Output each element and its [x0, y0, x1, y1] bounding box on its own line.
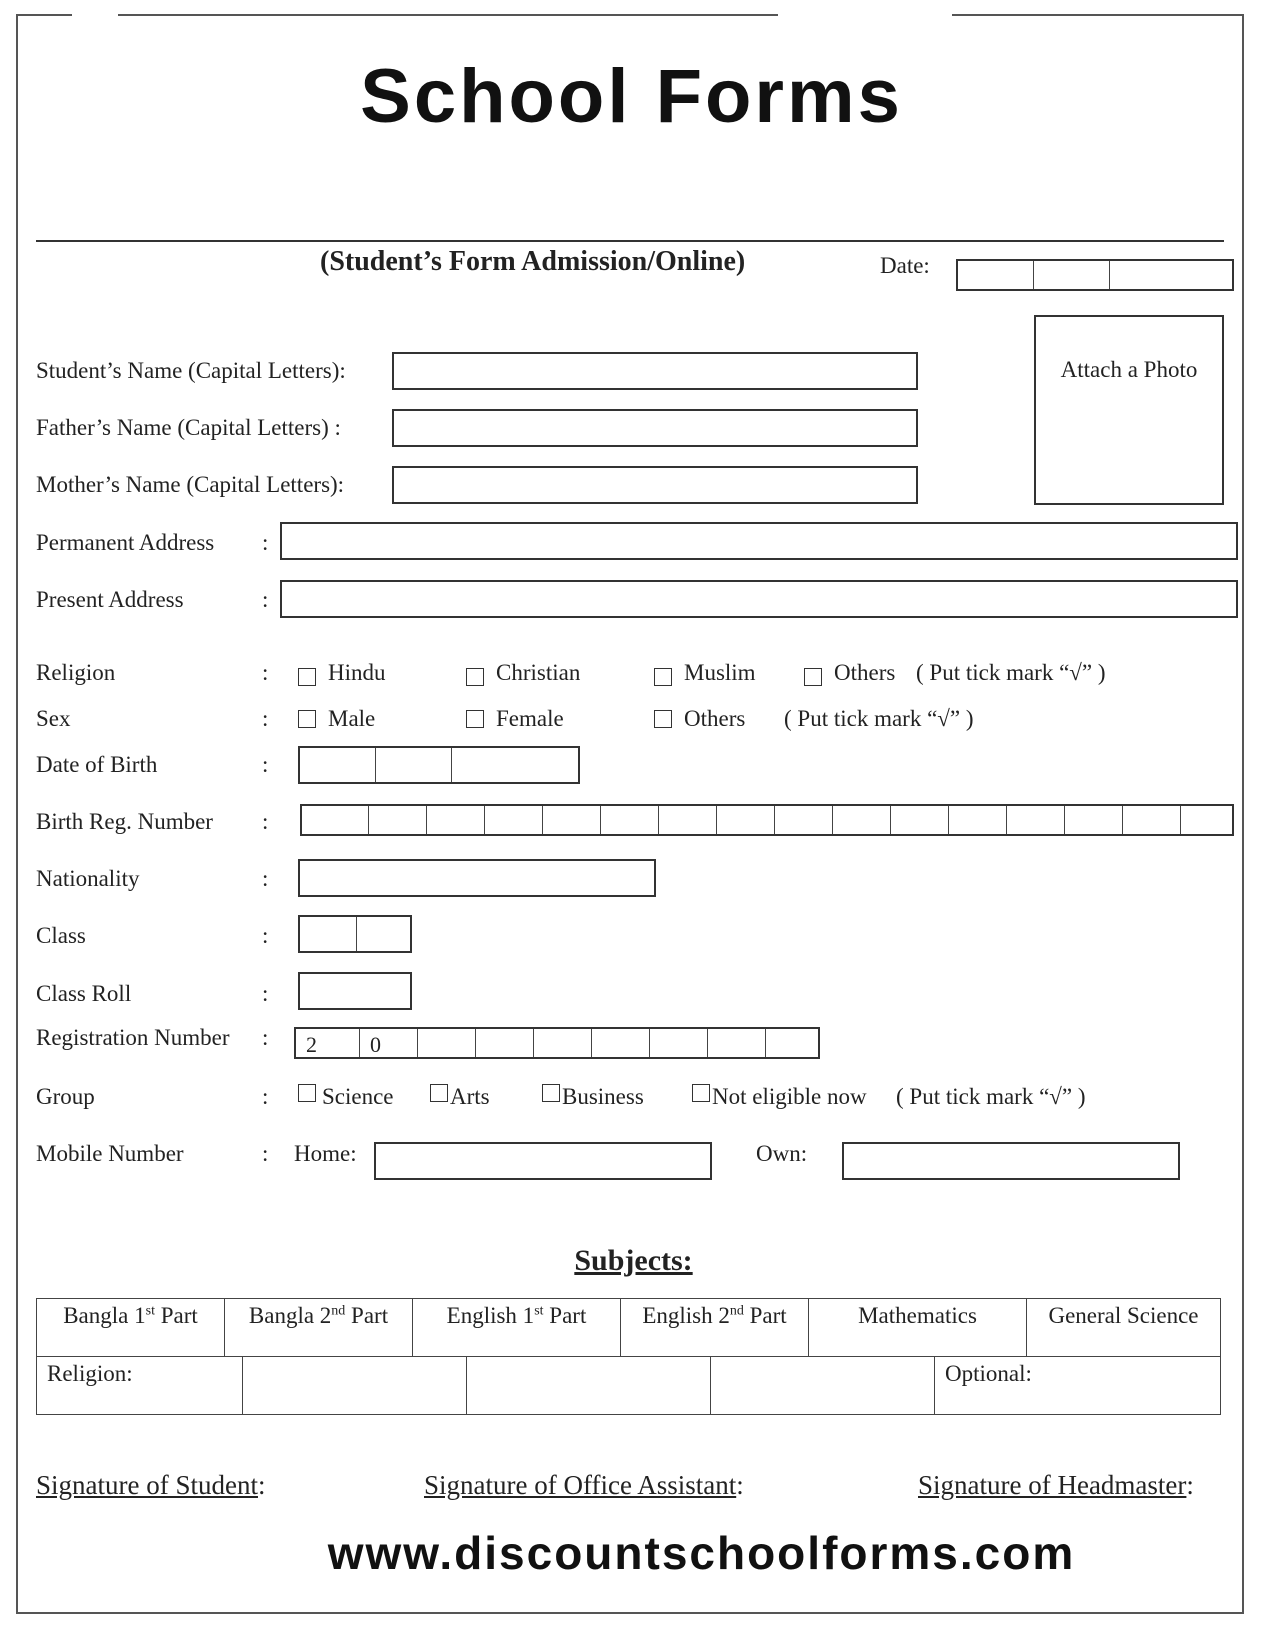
religion-option-others[interactable]: Others	[804, 659, 895, 687]
checkbox[interactable]	[466, 668, 484, 686]
checkbox[interactable]	[298, 1084, 316, 1102]
form-title: School Forms	[360, 54, 903, 139]
colon: :	[262, 706, 269, 731]
class-roll-input[interactable]	[298, 972, 412, 1010]
colon: :	[262, 587, 269, 612]
birth-reg-label: Birth Reg. Number	[36, 809, 213, 834]
present-address-label: Present Address	[36, 587, 184, 612]
checkbox[interactable]	[692, 1084, 710, 1102]
religion-subject-cell[interactable]: Religion:	[37, 1357, 243, 1415]
colon: :	[262, 752, 269, 777]
colon: :	[262, 1084, 269, 1109]
subject-cell: Bangla 2nd Part	[225, 1299, 413, 1357]
colon: :	[262, 1025, 269, 1050]
dob-label: Date of Birth	[36, 752, 158, 777]
class-roll-label: Class Roll	[36, 981, 132, 1006]
religion-option-hindu[interactable]: Hindu	[298, 659, 386, 687]
permanent-address-input[interactable]	[280, 522, 1238, 560]
website-url: www.discountschoolforms.com	[327, 1527, 1076, 1579]
checkbox[interactable]	[654, 710, 672, 728]
frame-top-edge	[952, 14, 1244, 16]
registration-field[interactable]	[294, 1027, 820, 1059]
sex-option-male[interactable]: Male	[298, 705, 375, 733]
sex-tick-note: ( Put tick mark “√” )	[784, 706, 974, 731]
class-field[interactable]	[298, 915, 412, 953]
dob-field[interactable]	[298, 746, 580, 784]
subject-cell: English 1st Part	[413, 1299, 621, 1357]
frame-top-edge	[16, 14, 72, 16]
checkbox[interactable]	[542, 1084, 560, 1102]
registration-digit: 0	[360, 1029, 418, 1057]
mother-name-input[interactable]	[392, 466, 918, 504]
colon: :	[262, 809, 269, 834]
group-label: Group	[36, 1084, 95, 1109]
colon: :	[262, 1141, 269, 1166]
colon: :	[262, 981, 269, 1006]
permanent-address-label: Permanent Address	[36, 530, 215, 555]
group-option-business[interactable]: Business	[542, 1083, 644, 1111]
signature-office-assistant: Signature of Office Assistant:	[424, 1470, 744, 1500]
optional-subject-cell[interactable]: Optional:	[935, 1357, 1221, 1415]
group-tick-note: ( Put tick mark “√” )	[896, 1084, 1086, 1109]
religion-option-muslim[interactable]: Muslim	[654, 659, 756, 687]
home-phone-input[interactable]	[374, 1142, 712, 1180]
religion-option-christian[interactable]: Christian	[466, 659, 580, 687]
subject-cell: Bangla 1st Part	[37, 1299, 225, 1357]
nationality-input[interactable]	[298, 859, 656, 897]
checkbox[interactable]	[298, 710, 316, 728]
class-label: Class	[36, 923, 86, 948]
subjects-table	[36, 1298, 1221, 1357]
father-name-input[interactable]	[392, 409, 918, 447]
nationality-label: Nationality	[36, 866, 140, 891]
photo-label: Attach a Photo	[1060, 357, 1198, 382]
mother-name-label: Mother’s Name (Capital Letters):	[36, 472, 345, 497]
frame-top-edge	[118, 14, 778, 16]
checkbox[interactable]	[804, 668, 822, 686]
religion-tick-note: ( Put tick mark “√” )	[916, 660, 1106, 685]
checkbox[interactable]	[466, 710, 484, 728]
mobile-label: Mobile Number	[36, 1141, 184, 1166]
subject-entry-cell[interactable]	[711, 1357, 935, 1415]
subjects-heading: Subjects:	[574, 1244, 693, 1277]
subject-entry-cell[interactable]	[467, 1357, 711, 1415]
colon: :	[262, 530, 269, 555]
registration-label: Registration Number	[36, 1025, 230, 1050]
photo-box[interactable]	[1034, 315, 1224, 505]
signature-student: Signature of Student:	[36, 1470, 266, 1500]
subject-cell: General Science	[1027, 1299, 1221, 1357]
checkbox[interactable]	[654, 668, 672, 686]
father-name-label: Father’s Name (Capital Letters) :	[36, 415, 341, 440]
birth-reg-field[interactable]	[300, 804, 1234, 836]
home-label: Home:	[294, 1141, 357, 1166]
signature-headmaster: Signature of Headmaster:	[918, 1470, 1194, 1500]
date-field[interactable]	[956, 259, 1234, 291]
colon: :	[262, 866, 269, 891]
sex-label: Sex	[36, 706, 71, 731]
colon: :	[262, 923, 269, 948]
group-option-not-eligible[interactable]: Not eligible now	[692, 1083, 867, 1111]
date-label: Date:	[880, 253, 930, 278]
present-address-input[interactable]	[280, 580, 1238, 618]
checkbox[interactable]	[298, 668, 316, 686]
subject-cell: English 2nd Part	[621, 1299, 809, 1357]
own-phone-input[interactable]	[842, 1142, 1180, 1180]
own-label: Own:	[756, 1141, 808, 1166]
group-option-arts[interactable]: Arts	[430, 1083, 490, 1111]
group-option-science[interactable]: Science	[298, 1083, 394, 1111]
sex-option-female[interactable]: Female	[466, 705, 564, 733]
subjects-table-row2	[36, 1356, 1221, 1415]
subject-cell: Mathematics	[809, 1299, 1027, 1357]
header-rule	[36, 240, 1224, 242]
sex-option-others[interactable]: Others	[654, 705, 745, 733]
student-name-input[interactable]	[392, 352, 918, 390]
registration-digit: 2	[296, 1029, 360, 1057]
colon: :	[262, 660, 269, 685]
checkbox[interactable]	[430, 1084, 448, 1102]
form-subtitle: (Student’s Form Admission/Online)	[320, 246, 746, 277]
student-name-label: Student’s Name (Capital Letters):	[36, 358, 346, 383]
religion-label: Religion	[36, 660, 116, 685]
subject-entry-cell[interactable]	[243, 1357, 467, 1415]
